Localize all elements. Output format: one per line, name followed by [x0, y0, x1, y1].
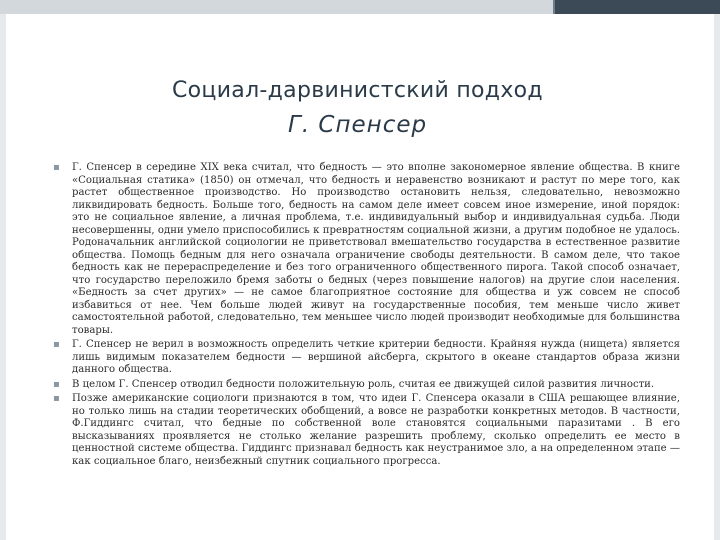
- bullet-icon: ▪: [53, 339, 60, 350]
- bullet-icon: ▪: [53, 393, 60, 404]
- bullet-text: В целом Г. Спенсер отводил бедности положительную роль, считая ее движущей силой развития личности.: [72, 378, 655, 390]
- bullet-item: [50, 339, 680, 377]
- slide-content: [50, 162, 680, 470]
- bullet-text: Позже американские социологи признаются в том, что идеи Г. Спенсера оказали в США решающее влияние, но только лишь на стадии теоретических обобщений, а вовсе не разработки конкретных методов. В частности, Ф.Гиддингс считал, что бедные по собственной воле становятся социальными паразитами . В его высказываниях проявляется не столько желание разрешить проблему, сколько определить ее место в ценностной системе общества. Гиддингс признавал бедность как неустранимое зло, а на определенном этапе — как социальное благо, неизбежный спутник социального прогресса.: [72, 393, 680, 467]
- slide-title: Социал-дарвинистский подход: [172, 78, 543, 103]
- bullet-list: [50, 162, 680, 468]
- bullet-item: [50, 393, 680, 468]
- slide-subtitle: Г. Спенсер: [288, 112, 428, 138]
- bullet-icon: ▪: [53, 162, 60, 173]
- bullet-item: [50, 379, 680, 392]
- bullet-text: Г. Спенсер не верил в возможность определить четкие критерии бедности. Крайняя нужда (нищета) является лишь видимым показателем бедности — вершиной айсберга, скрытого в океане стандартов образа жизни данного общества.: [72, 339, 680, 375]
- bullet-text: Г. Спенсер в середине XIX века считал, что бедность — это вполне закономерное явление общества. В книге «Социальная статика» (1850) он отмечал, что бедность и неравенство возникают и растут по мере того, как растет общественное производство. Но производство остановить нельзя, следовательно, невозможно ликвидировать бедность. Больше того, бедность на самом деле имеет совсем иное измерение, иной порядок: это не социальное явление, а личная проблема, т.е. индивидуальный выбор и индивидуальная судьба. Люди несовершенны, одни умело приспособились к превратностям социальной жизни, а другим подобное не удалось. Родоначальник английской социологии не приветствовал вмешательство государства в естественное развитие общества. Помощь бедным для него означала ограничение свободы деятельности. В самом деле, что такое бедность как не перераспределение и без того ограниченного общественного пирога. Такой способ означает, что государство переложило бремя заботы о бедных (через повышение налогов) на другие слои населения. «Бедность за счет других» — не самое благоприятное состояние для общества и уж совсем не способ избавиться от нее. Чем больше людей живут на государственные пособия, тем меньше число живет самостоятельной работой, следовательно, тем меньшее число людей производит необходимые для большинства товары.: [72, 162, 680, 336]
- bullet-item: [50, 162, 680, 337]
- bullet-icon: ▪: [53, 378, 60, 390]
- top-decor-dark-block: [555, 0, 720, 14]
